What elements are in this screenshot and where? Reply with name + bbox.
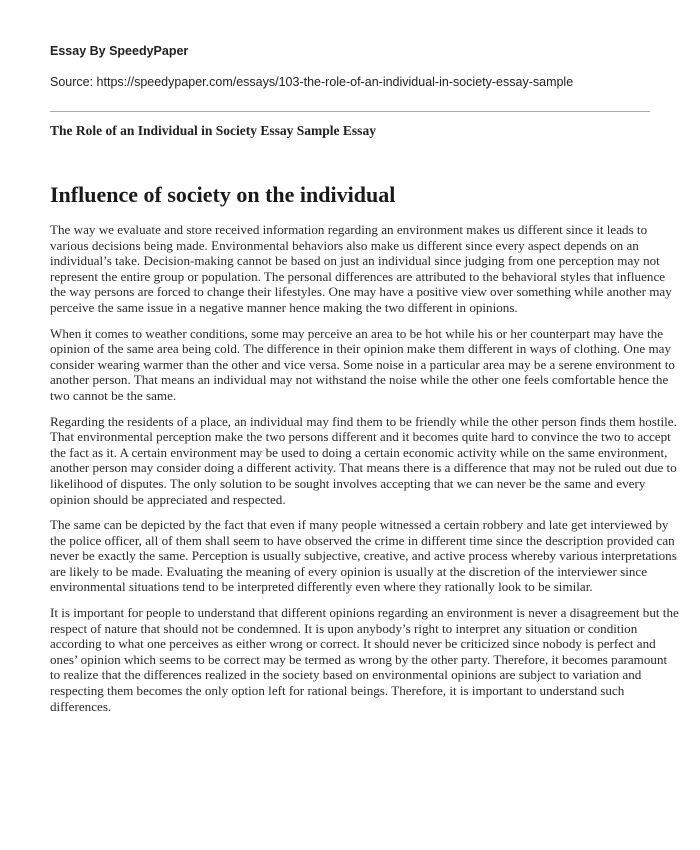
essay-title: The Role of an Individual in Society Essay Sample Essay xyxy=(50,123,376,138)
header-divider xyxy=(50,111,650,112)
essay-paragraph-2: When it comes to weather conditions, some may perceive an area to be hot while his or her counterpart may have the opinion of the same area being cold. The difference in their opinion make them different in ways of clothing. One may consider wearing warmer than the other and vice versa. Some noise in a particular area may be a serene environment to another person. That means an individual may not withstand the noise while the other one feels comfortable hence the two cannot be the same. xyxy=(50,325,675,403)
source-line: Source: https://speedypaper.com/essays/103-the-role-of-an-individual-in-society-essay-sample xyxy=(50,75,574,89)
section-heading: Influence of society on the individual xyxy=(50,182,396,207)
essay-paragraph-5: It is important for people to understand that different opinions regarding an environment is never a disagreement but the respect of nature that should not be condemned. It is upon anybody’s right to interpret any situation or condition according to what one perceives as either wrong or correct. It should never be criticized since nobody is perfect and ones’ opinion which seems to be correct may be termed as wrong by the other party. Therefore, it becomes paramount to realize that the differences realized in the society based on environmental opinions are subject to variation and respecting them becomes the only option left for rational beings. Therefore, it is important to understand such differences. xyxy=(50,605,679,714)
essay-paragraph-4: The same can be depicted by the fact that even if many people witnessed a certain robbery and late get interviewed by the police officer, all of them shall seem to have observed the crime in different time since the description provided can never be exactly the same. Perception is usually subjective, creative, and active process whereby various interpretations are likely to be made. Evaluating the meaning of every opinion is usually at the discretion of the interviewer since environmental situations tend to be interpreted differently even where they rationally look to be similar. xyxy=(50,517,677,595)
essay-paragraph-3: Regarding the residents of a place, an individual may find them to be friendly while the other person finds them hostile. That environmental perception make the two persons different and it becomes quite hard to convince the two to accept the fact as it. A certain environment may be used to doing a certain economic activity while on the same environment, another person may consider doing a different activity. That means there is a difference that may not be ruled out due to likelihood of disputes. The only solution to be sought involves accepting that we can never be the same and every opinion should be appreciated and respected. xyxy=(50,413,677,507)
essay-paragraph-1: The way we evaluate and store received information regarding an environment makes us different since it leads to various decisions being made. Environmental behaviors also make us different since every aspect depends on an individual’s take. Decision-making cannot be based on just an individual since judging from one perception may not represent the entire group or population. The personal differences are attributed to the behavioral styles that influence the way persons are forced to change their lifestyles. One may have a positive view over something while another may perceive the same issue in a negative manner hence making the two different in opinions. xyxy=(50,222,672,315)
site-title: Essay By SpeedyPaper xyxy=(50,44,189,58)
